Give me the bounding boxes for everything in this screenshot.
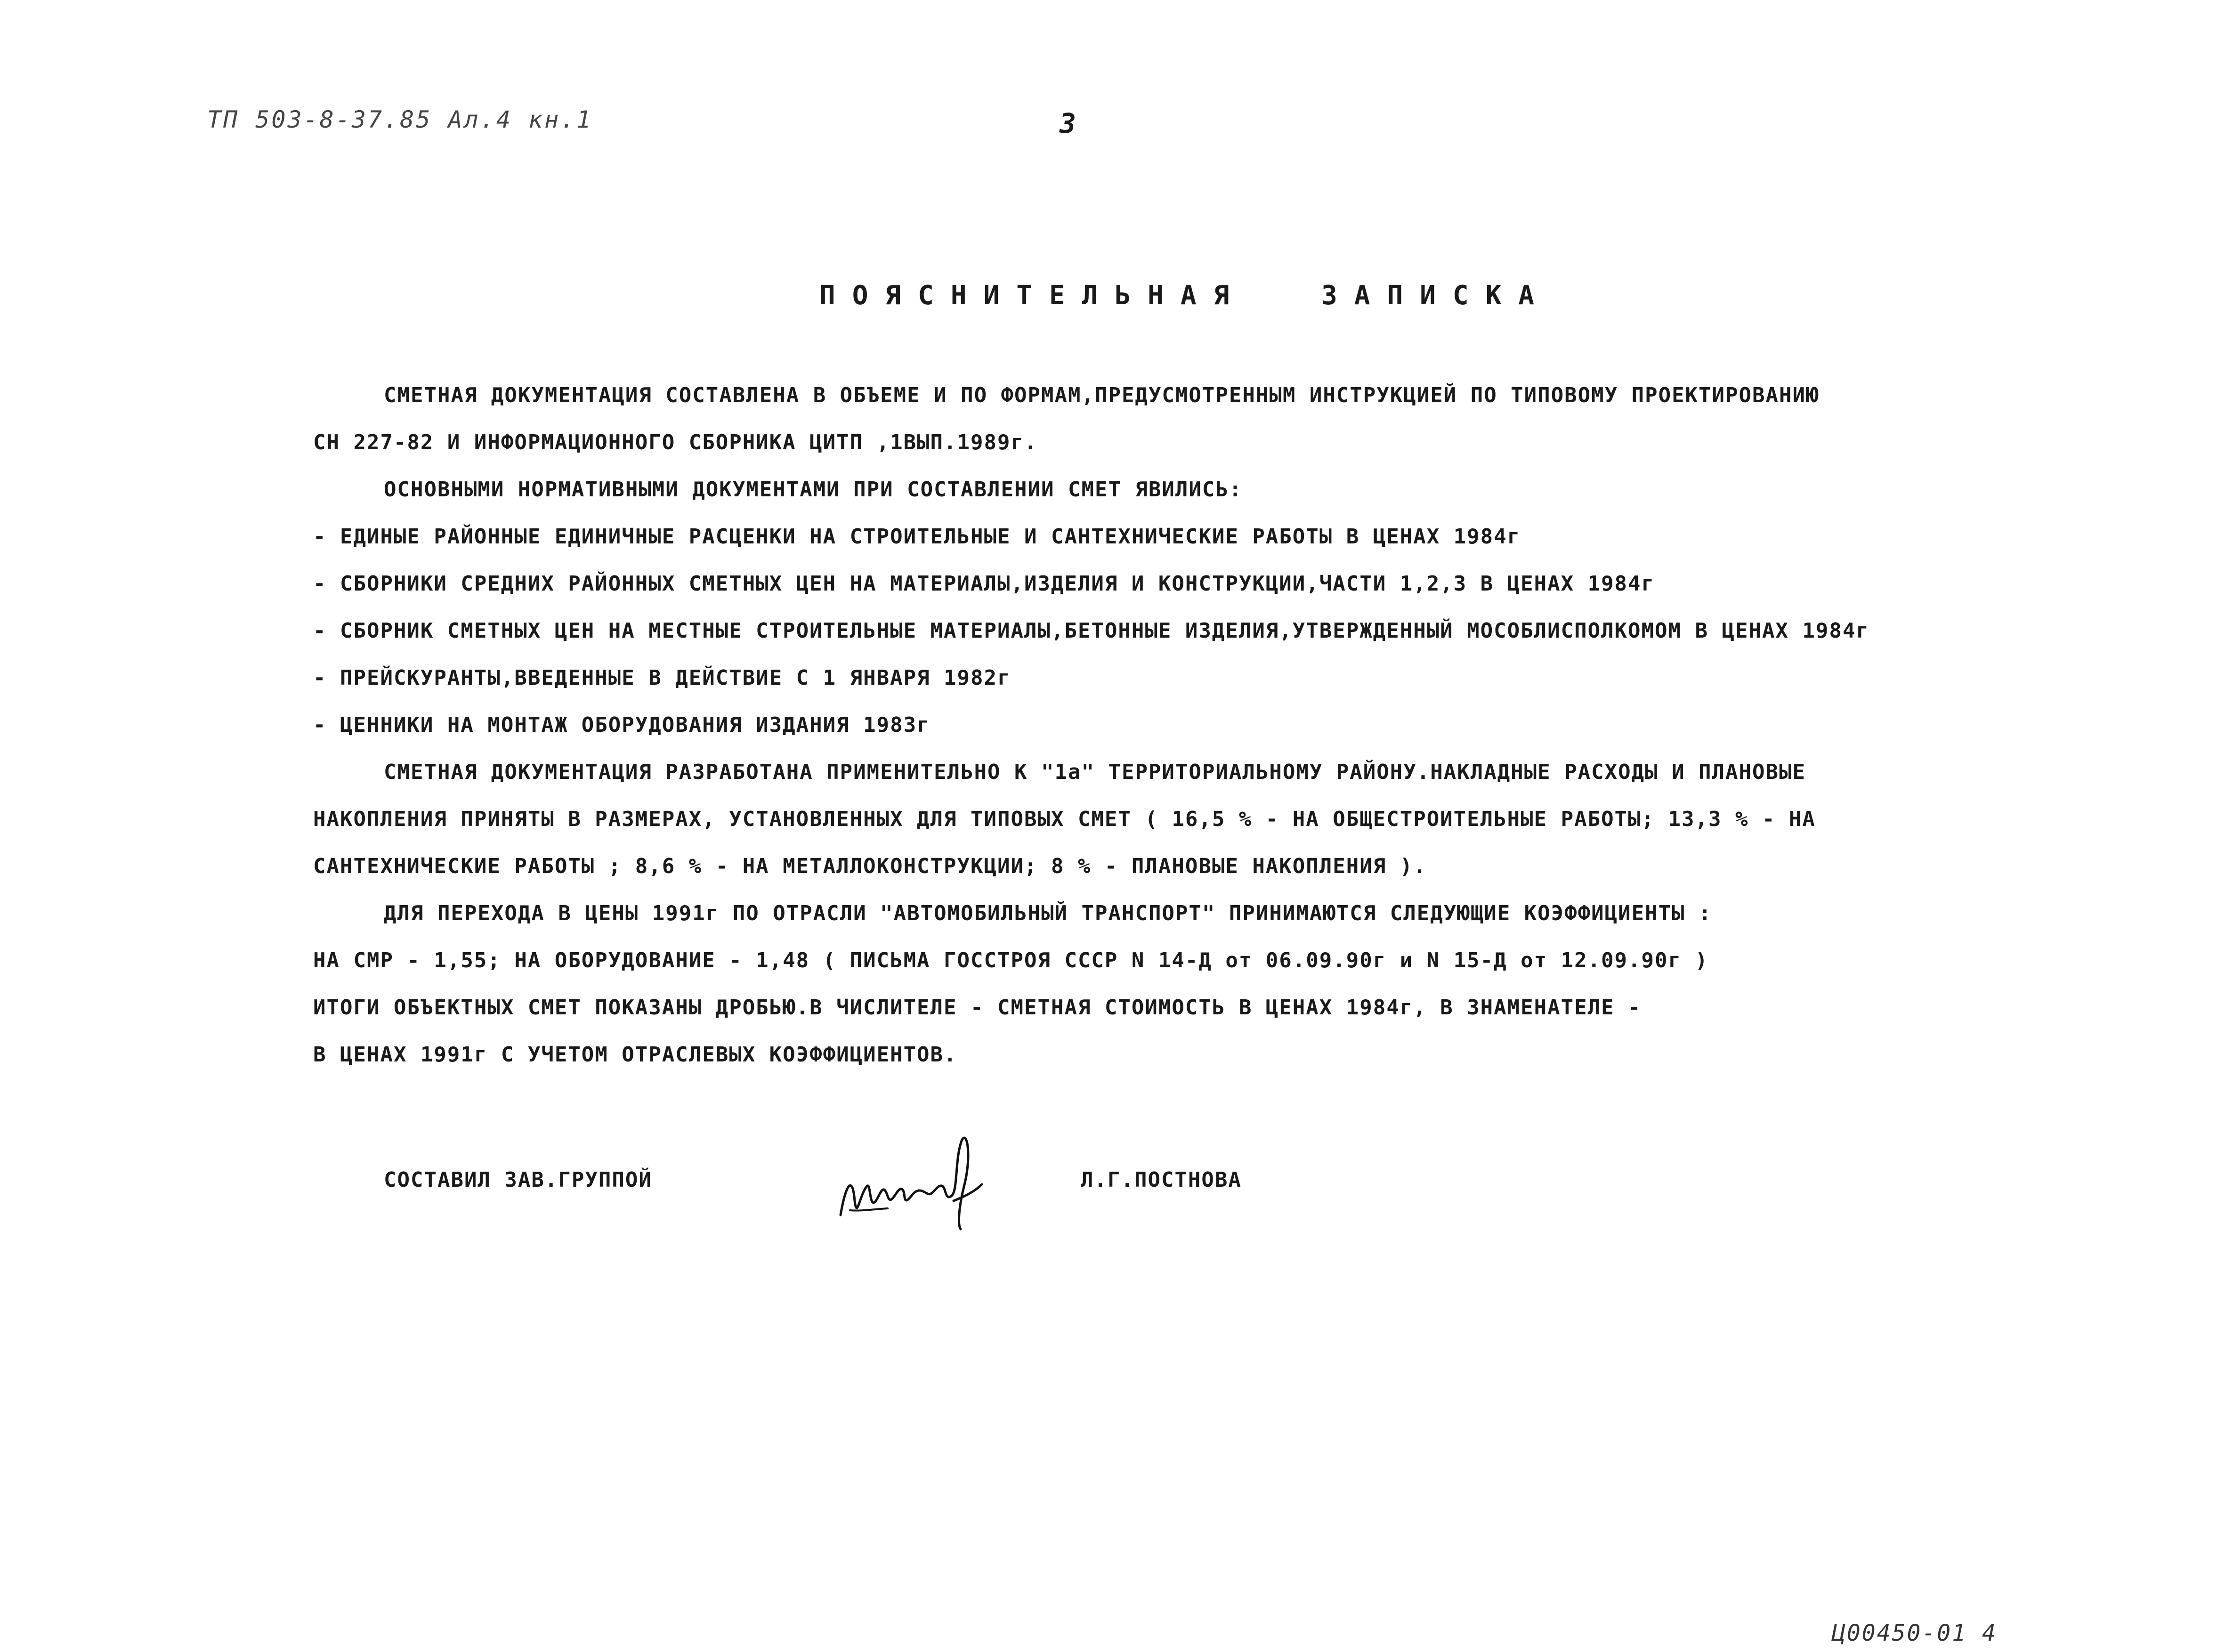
signer-name: Л.Г.ПОСТНОВА bbox=[1081, 1168, 1242, 1192]
explanatory-note-body bbox=[313, 372, 1990, 1078]
signature-label: СОСТАВИЛ ЗАВ.ГРУППОЙ bbox=[384, 1168, 652, 1192]
signature-block bbox=[384, 1130, 1514, 1243]
list-item: - ЕДИНЫЕ РАЙОННЫЕ ЕДИНИЧНЫЕ РАСЦЕНКИ НА СТРОИТЕЛЬНЫЕ И САНТЕХНИЧЕСКИЕ РАБОТЫ В ЦЕНАХ 1984г bbox=[313, 525, 1521, 549]
list-item: - ПРЕЙСКУРАНТЫ,ВВЕДЕННЫЕ В ДЕЙСТВИЕ С 1 ЯНВАРЯ 1982г bbox=[313, 666, 1011, 690]
text-line: НАКОПЛЕНИЯ ПРИНЯТЫ В РАЗМЕРАХ, УСТАНОВЛЕННЫХ ДЛЯ ТИПОВЫХ СМЕТ ( 16,5 % - НА ОБЩЕСТРОИТЕЛЬНЫЕ РАБОТЫ; 13,3 % - НА bbox=[313, 807, 1816, 831]
list-item: - ЦЕННИКИ НА МОНТАЖ ОБОРУДОВАНИЯ ИЗДАНИЯ 1983г bbox=[313, 713, 930, 737]
archive-code: Ц00450-01 4 bbox=[1832, 1620, 1997, 1646]
document-code: ТП 503-8-37.85 Ал.4 кн.1 bbox=[207, 106, 593, 133]
text-line: НА СМР - 1,55; НА ОБОРУДОВАНИЕ - 1,48 ( ПИСЬМА ГОССТРОЯ СССР N 14-Д от 06.09.90г и N 15-Д от 12.09.90г ) bbox=[313, 948, 1708, 972]
text-line: СМЕТНАЯ ДОКУМЕНТАЦИЯ РАЗРАБОТАНА ПРИМЕНИТЕЛЬНО К "1а" ТЕРРИТОРИАЛЬНОМУ РАЙОНУ.НАКЛАДНЫЕ РАСХОДЫ И ПЛАНОВЫЕ bbox=[384, 760, 1806, 784]
text-line: ИТОГИ ОБЪЕКТНЫХ СМЕТ ПОКАЗАНЫ ДРОБЬЮ.В ЧИСЛИТЕЛЕ - СМЕТНАЯ СТОИМОСТЬ В ЦЕНАХ 1984г, В ЗНАМЕНАТЕЛЕ - bbox=[313, 996, 1642, 1020]
list-item: - СБОРНИКИ СРЕДНИХ РАЙОННЫХ СМЕТНЫХ ЦЕН НА МАТЕРИАЛЫ,ИЗДЕЛИЯ И КОНСТРУКЦИИ,ЧАСТИ 1,2,3 В ЦЕНАХ 1984г bbox=[313, 572, 1655, 596]
text-line: СН 227-82 И ИНФОРМАЦИОННОГО СБОРНИКА ЦИТП ,1ВЫП.1989г. bbox=[313, 430, 1038, 454]
text-line: ДЛЯ ПЕРЕХОДА В ЦЕНЫ 1991г ПО ОТРАСЛИ "АВТОМОБИЛЬНЫЙ ТРАНСПОРТ" ПРИНИМАЮТСЯ СЛЕДУЮЩИЕ КОЭФФИЦИЕНТЫ : bbox=[384, 901, 1712, 925]
list-item: - СБОРНИК СМЕТНЫХ ЦЕН НА МЕСТНЫЕ СТРОИТЕЛЬНЫЕ МАТЕРИАЛЫ,БЕТОННЫЕ ИЗДЕЛИЯ,УТВЕРЖДЕННЫЙ МОСОБЛИСПОЛКОМОМ В ЦЕНАХ 1984г bbox=[313, 619, 1869, 643]
handwritten-signature bbox=[831, 1130, 987, 1234]
text-line: САНТЕХНИЧЕСКИЕ РАБОТЫ ; 8,6 % - НА МЕТАЛЛОКОНСТРУКЦИИ; 8 % - ПЛАНОВЫЕ НАКОПЛЕНИЯ ). bbox=[313, 854, 1427, 878]
page-number: 3 bbox=[1060, 107, 1076, 139]
text-line: В ЦЕНАХ 1991г С УЧЕТОМ ОТРАСЛЕВЫХ КОЭФФИЦИЕНТОВ. bbox=[313, 1043, 957, 1067]
text-line: ОСНОВНЫМИ НОРМАТИВНЫМИ ДОКУМЕНТАМИ ПРИ СОСТАВЛЕНИИ СМЕТ ЯВИЛИСЬ: bbox=[384, 478, 1243, 502]
document-title: ПОЯСНИТЕЛЬНАЯ ЗАПИСКА bbox=[819, 280, 1552, 311]
text-line: СМЕТНАЯ ДОКУМЕНТАЦИЯ СОСТАВЛЕНА В ОБЪЕМЕ И ПО ФОРМАМ,ПРЕДУСМОТРЕННЫМ ИНСТРУКЦИЕЙ ПО ТИПОВОМУ ПРОЕКТИРОВАНИЮ bbox=[384, 383, 1820, 407]
